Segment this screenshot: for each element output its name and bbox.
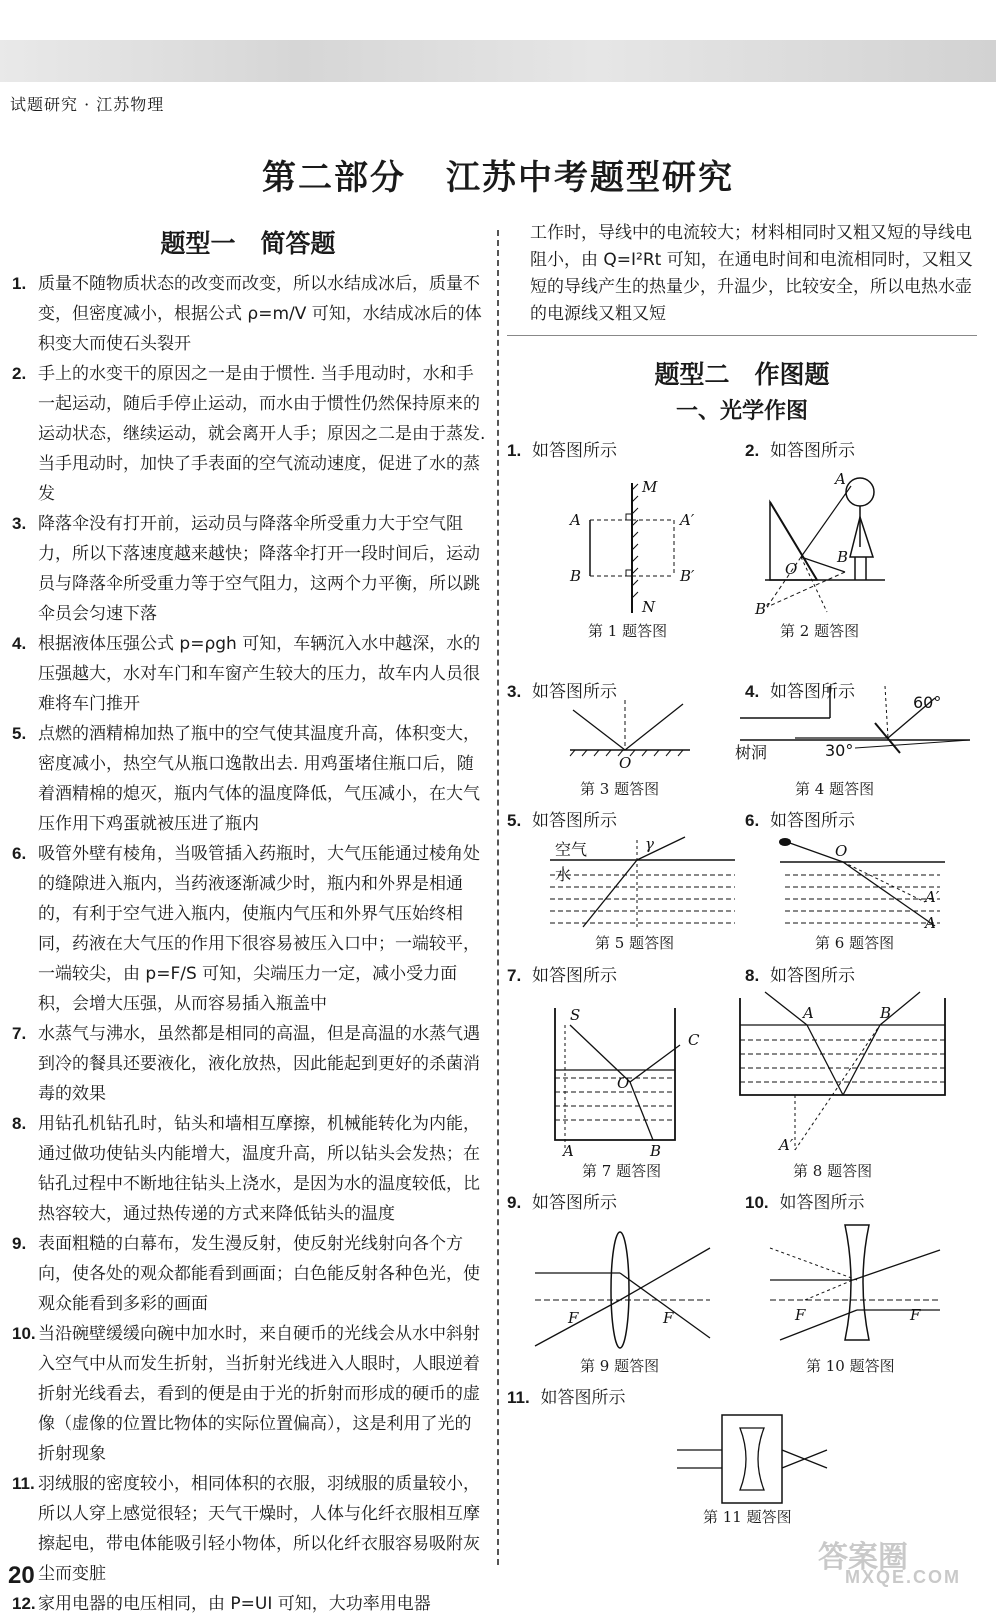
f8-A2: A′	[779, 1136, 794, 1154]
answer-text: 手上的水变干的原因之一是由于惯性. 当手甩动时，水和手一起运动，随后手停止运动，而水由于惯性仍然保持原来的运动状态，继续运动，就会离开人手；原因之二是由于蒸发. 当手甩动时，加快了手表面的空气流动速度，促进了水的蒸发	[38, 364, 486, 504]
answer-number: 5.	[12, 724, 27, 743]
figure-5	[545, 835, 740, 935]
answer-item	[8, 1109, 488, 1229]
f6-A: A	[925, 914, 936, 932]
f7-S: S	[570, 1006, 581, 1024]
answer-text: 表面粗糙的白幕布，发生漫反射，使反射光线射向各个方向，使各处的观众都能看到画面；白色能反射各种色光，使观众能看到多彩的画面	[38, 1234, 480, 1314]
fig10-caption: 第 10 题答图	[806, 1357, 895, 1375]
column-divider	[497, 230, 499, 1565]
section2-title: 题型二 作图题	[654, 360, 830, 389]
section-separator	[507, 335, 977, 336]
answer-number: 9.	[12, 1234, 27, 1253]
figure-9	[530, 1228, 715, 1353]
answer-number: 6.	[12, 844, 27, 863]
f1-A: A	[570, 511, 581, 529]
fig3-label: 3. 如答图所示	[507, 682, 617, 702]
answer-number: 1.	[12, 274, 27, 293]
answer-item	[8, 359, 488, 509]
fig9-caption: 第 9 题答图	[580, 1357, 660, 1375]
fig10-label: 10. 如答图所示	[745, 1193, 865, 1213]
fig7-caption: 第 7 题答图	[582, 1162, 662, 1180]
figure-8	[735, 990, 950, 1160]
fig9-label: 9. 如答图所示	[507, 1193, 617, 1213]
f4-hole: 树洞	[735, 743, 768, 762]
answer-number: 12.	[12, 1594, 36, 1613]
f1-A2: A′	[680, 511, 695, 529]
f6-O: O	[835, 842, 848, 860]
fig2-label: 2. 如答图所示	[745, 441, 855, 461]
answer-item	[8, 269, 488, 359]
fig4-label: 4. 如答图所示	[745, 682, 855, 702]
answer-text: 降落伞没有打开前，运动员与降落伞所受重力大于空气阻力，所以下落速度越来越快；降落伞打开一段时间后，运动员与降落伞所受重力等于空气阻力，这两个力平衡，所以跳伞员会匀速下落	[38, 514, 480, 624]
f7-O: O	[617, 1074, 630, 1092]
fig3-caption: 第 3 题答图	[580, 780, 660, 798]
answer-number: 4.	[12, 634, 27, 653]
f4-angle1: 60°	[913, 693, 942, 712]
title-part: 第二部分	[262, 158, 406, 198]
f6-A2: A′	[925, 888, 940, 906]
title-main: 江苏中考题型研究	[446, 158, 734, 198]
answer-item	[8, 1229, 488, 1319]
fig1-label: 1. 如答图所示	[507, 441, 617, 461]
f8-B: B	[880, 1004, 892, 1022]
page-title	[0, 150, 996, 199]
figure-2	[755, 462, 895, 622]
answer-number: 7.	[12, 1024, 27, 1043]
page-number: 20	[8, 1562, 35, 1589]
answer-number: 10.	[12, 1324, 36, 1343]
figure-7	[545, 1000, 715, 1160]
answer-item	[8, 719, 488, 839]
fig8-caption: 第 8 题答图	[793, 1162, 873, 1180]
running-header: 试题研究 · 江苏物理	[10, 95, 165, 114]
f2-B: B	[837, 548, 849, 566]
f3-O: O	[619, 754, 632, 772]
f1-B: B	[570, 567, 582, 585]
figure-10	[765, 1220, 945, 1350]
answer-text: 根据液体压强公式 p=ρgh 可知，车辆沉入水中越深，水的压强越大，水对车门和车窗产生较大的压力，故车内人员很难将车门推开	[38, 634, 481, 714]
f1-N: N	[642, 598, 656, 616]
f5-gamma: γ	[645, 835, 654, 853]
section1-title: 题型一 简答题	[160, 229, 336, 258]
f1-M: M	[642, 478, 658, 496]
answer-item	[8, 629, 488, 719]
answer-text: 质量不随物质状态的改变而改变，所以水结成冰后，质量不变，但密度减小，根据公式 ρ=m/V 可知，水结成冰后的体积变大而使石头裂开	[38, 274, 482, 354]
fig1-caption: 第 1 题答图	[588, 622, 668, 640]
answer-item	[8, 509, 488, 629]
f5-water: 水	[555, 865, 572, 884]
f4-angle2: 30°	[825, 741, 854, 760]
answer-12-continuation: 工作时，导线中的电流较大；材料相同时又粗又短的导线电阻小，由 Q=I²Rt 可知，在通电时间和电流相同时，又粗又短的导线产生的热量少，升温少，比较安全，所以电热水壶的电源线又粗又短	[530, 223, 973, 324]
answer-list	[8, 269, 488, 1619]
figure-1	[560, 478, 710, 618]
f7-C: C	[688, 1031, 700, 1049]
fig6-caption: 第 6 题答图	[815, 934, 895, 952]
f10-F1: F	[795, 1306, 806, 1324]
figure-11	[672, 1410, 832, 1510]
answer-text: 用钻孔机钻孔时，钻头和墙相互摩擦，机械能转化为内能，通过做功使钻头内能增大，温度升高，所以钻头会发热；在钻孔过程中不断地往钻头上浇水，是因为水的温度较低，比热容较大，通过热传递的方式来降低钻头的温度	[38, 1114, 480, 1224]
fig11-label: 11. 如答图所示	[507, 1388, 626, 1408]
f2-B2: B′	[755, 600, 770, 618]
f2-A: A	[835, 470, 846, 488]
fig4-caption: 第 4 题答图	[795, 780, 875, 798]
answer-text: 羽绒服的密度较小，相同体积的衣服，羽绒服的质量较小，所以人穿上感觉很轻；天气干燥时，人体与化纤衣服相互摩擦起电，带电体能吸引轻小物体，所以化纤衣服容易吸附灰尘而变脏	[38, 1474, 480, 1584]
answer-number: 3.	[12, 514, 27, 533]
answer-number: 8.	[12, 1114, 27, 1133]
answer-text: 点燃的酒精棉加热了瓶中的空气使其温度升高，体积变大，密度减小，热空气从瓶口逸散出去. 用鸡蛋堵住瓶口后，随着酒精棉的熄灭，瓶内气体的温度降低，气压减小，在大气压作用下鸡蛋就被压进了瓶内	[38, 724, 480, 834]
fig7-label: 7. 如答图所示	[507, 966, 617, 986]
answer-item	[8, 1319, 488, 1469]
top-band	[0, 40, 996, 82]
f7-A: A	[563, 1142, 574, 1160]
answer-text: 水蒸气与沸水，虽然都是相同的高温，但是高温的水蒸气遇到冷的餐具还要液化，液化放热，因此能起到更好的杀菌消毒的效果	[38, 1024, 480, 1104]
section2-heading	[507, 355, 977, 429]
answer-item	[8, 1589, 488, 1619]
f8-A: A	[803, 1004, 814, 1022]
answer-item	[8, 1019, 488, 1109]
section2-subtitle: 一、光学作图	[675, 399, 808, 424]
fig5-caption: 第 5 题答图	[595, 934, 675, 952]
answer-text: 吸管外壁有棱角，当吸管插入药瓶时，大气压能通过棱角处的缝隙进入瓶内，当药液逐渐减少时，瓶内和外界是相通的，有利于空气进入瓶内，使瓶内气压和外界气压始终相同，药液在大气压的作用下很容易被压入口中；一端较平，一端较尖，由 p=F/S 可知，尖端压力一定，减小受力面积，会增大压强，从而容易插入瓶盖中	[38, 844, 480, 1014]
f5-air: 空气	[555, 840, 588, 859]
answer-item	[8, 1469, 488, 1589]
answer-item	[8, 839, 488, 1019]
answer-number: 11.	[12, 1474, 35, 1493]
watermark-url: MXQE.COM	[845, 1567, 962, 1587]
f9-F2: F	[663, 1309, 674, 1327]
f10-F2: F	[910, 1306, 921, 1324]
fig6-label: 6. 如答图所示	[745, 811, 855, 831]
answer-number: 2.	[12, 364, 27, 383]
f7-B: B	[650, 1142, 662, 1160]
f1-B2: B′	[680, 567, 695, 585]
f2-O: O	[785, 560, 798, 578]
left-column	[8, 225, 488, 1619]
fig5-label: 5. 如答图所示	[507, 811, 617, 831]
f9-F1: F	[568, 1309, 579, 1327]
figure-6	[775, 830, 950, 935]
answer-text: 家用电器的电压相同，由 P=UI 可知，大功率用电器	[38, 1594, 431, 1614]
figure-3	[565, 700, 695, 775]
answer-text: 当沿碗壁缓缓向碗中加水时，来自硬币的光线会从水中斜射入空气中从而发生折射，当折射光线进入人眼时，人眼逆着折射光线看去，看到的便是由于光的折射而形成的硬币的虚像（虚像的位置比物体的实际位置偏高），这是利用了光的折射现象	[38, 1324, 480, 1464]
watermark-logo: 答案圈	[818, 1541, 908, 1574]
figure-4	[735, 678, 975, 778]
fig11-caption: 第 11 题答图	[703, 1508, 792, 1526]
fig8-label: 8. 如答图所示	[745, 966, 855, 986]
fig2-caption: 第 2 题答图	[780, 622, 860, 640]
